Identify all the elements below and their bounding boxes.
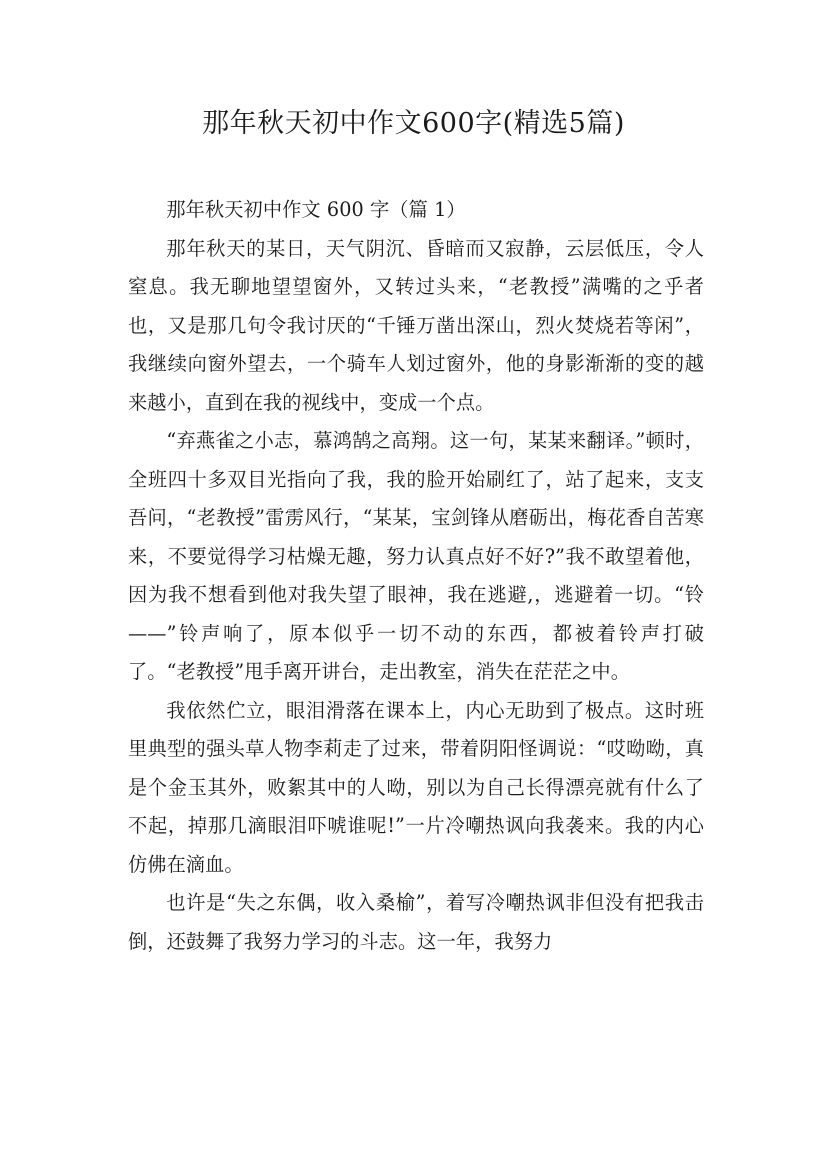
paragraph-3: 我依然伫立，眼泪滑落在课本上，内心无助到了极点。这时班里典型的强头草人物李莉走了过来，带着阴阳怪调说：“哎呦呦，真是个金玉其外，败絮其中的人呦，别以为自己长得漂亮就有什么了不起，掉那几滴眼泪吓唬谁呢!”一片冷嘲热讽向我袭来。我的内心仿佛在滴血。 — [128, 698, 704, 876]
paragraph-2: “弃燕雀之小志，慕鸿鹄之高翔。这一句，某某来翻译。”顿时，全班四十多双目光指向了我，我的脸开始刷红了，站了起来，支支吾问，“老教授”雷雳风行，“某某，宝剑锋从磨砺出，梅花香自苦寒来，不要觉得学习枯燥无趣，努力认真点好不好?”我不敢望着他，因为我不想看到他对我失望了眼神，我在逃避,，逃避着一切。“铃——”铃声响了，原本似乎一切不动的东西，都被着铃声打破了。“老教授”甩手离开讲台，走出教室，消失在茫茫之中。 — [128, 429, 704, 683]
article-body — [128, 191, 704, 961]
paragraph-4: 也许是“失之东偶，收入桑榆”，着写冷嘲热讽非但没有把我击倒，还鼓舞了我努力学习的斗志。这一年，我努力 — [128, 891, 704, 953]
document-title: 那年秋天初中作文600字(精选5篇) — [202, 108, 625, 139]
paragraph-1: 那年秋天的某日，天气阴沉、昏暗而又寂静，云层低压，令人窒息。我无聊地望望窗外，又转过头来，“老教授”满嘴的之乎者也，又是那几句令我讨厌的“千锤万凿出深山，烈火焚烧若等闲”，我继续向窗外望去，一个骑车人划过窗外，他的身影渐渐的变的越来越小，直到在我的视线中，变成一个点。 — [128, 236, 704, 414]
section-heading: 那年秋天初中作文 600 字（篇 1） — [166, 198, 466, 221]
